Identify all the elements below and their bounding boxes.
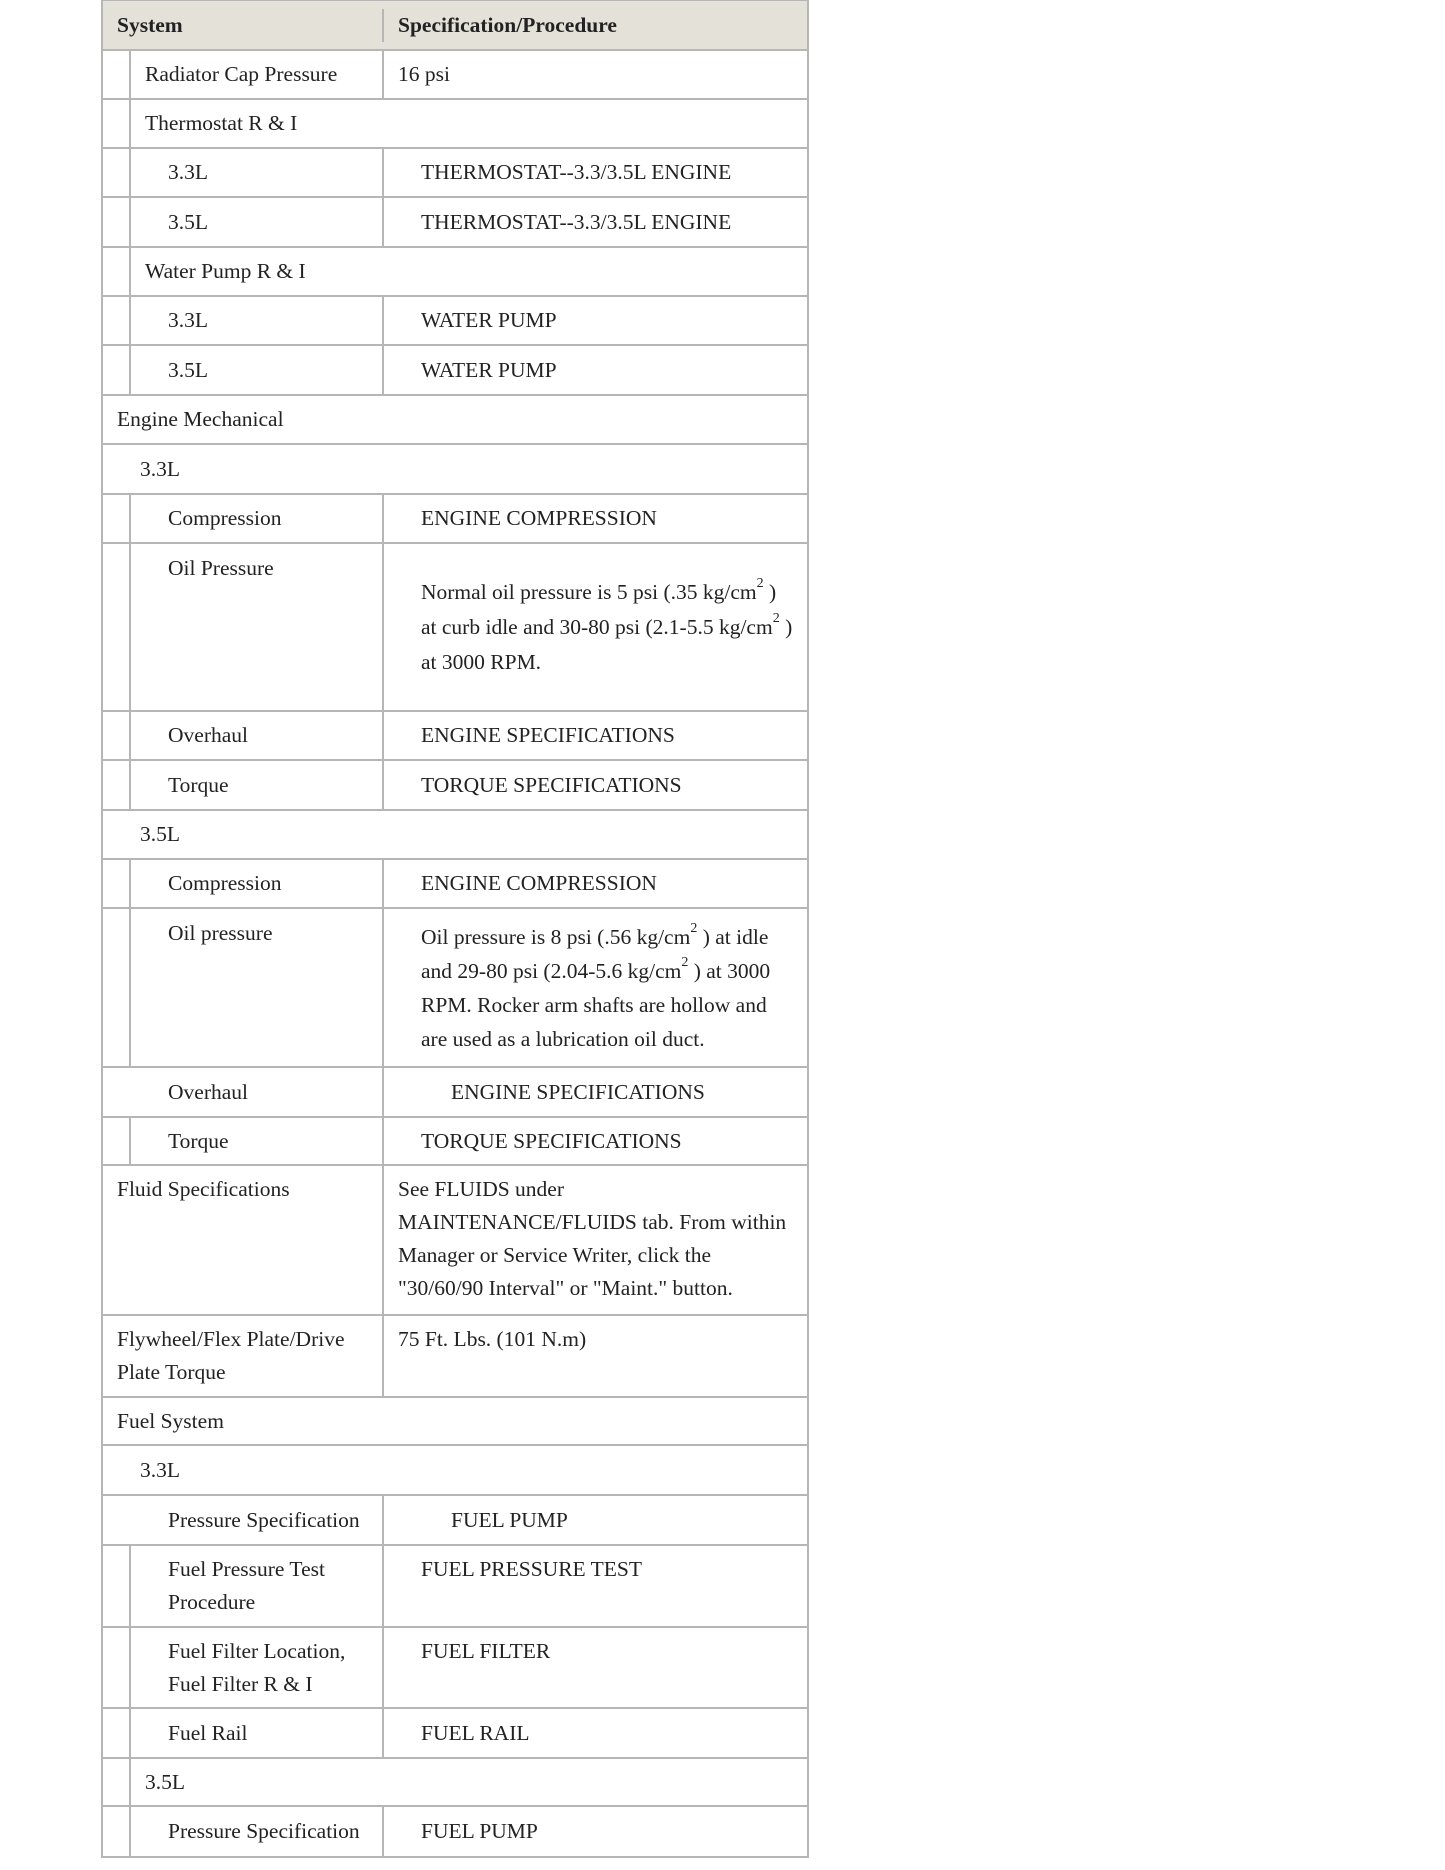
row-value: FUEL FILTER <box>421 1639 551 1663</box>
table-row <box>103 346 807 396</box>
row-label: 3.3L <box>131 149 384 196</box>
row-label: Torque <box>131 761 384 809</box>
table-row <box>103 1709 807 1759</box>
row-label: Overhaul <box>131 712 384 759</box>
table-header <box>103 1 807 51</box>
table-row <box>103 149 807 198</box>
table-row <box>103 297 807 346</box>
table-row <box>103 1546 807 1628</box>
row-label: 3.5L <box>131 198 384 246</box>
row-label: Compression <box>131 495 384 542</box>
row-label: Overhaul <box>131 1068 384 1116</box>
table-row <box>103 712 807 761</box>
table-row <box>103 248 807 297</box>
row-label: Fuel Rail <box>131 1709 384 1757</box>
section-label: Engine Mechanical <box>117 407 284 431</box>
table-row <box>103 396 807 445</box>
table-row <box>103 544 807 712</box>
table-row <box>103 761 807 811</box>
table-row <box>103 1496 807 1546</box>
specification-table <box>101 0 809 1858</box>
row-value: ENGINE COMPRESSION <box>421 871 657 895</box>
row-value: See FLUIDS under MAINTENANCE/FLUIDS tab. From within Manager or Service Writer, click the "30/60/90 Interval" or "Maint." button. <box>398 1177 787 1300</box>
row-value: ENGINE SPECIFICATIONS <box>451 1079 705 1104</box>
table-row <box>103 909 807 1068</box>
table-row <box>103 100 807 149</box>
row-label: Flywheel/Flex Plate/Drive Plate Torque <box>103 1316 384 1396</box>
row-value: WATER PUMP <box>421 357 557 382</box>
table-row <box>103 1807 807 1856</box>
row-value: FUEL RAIL <box>421 1720 530 1745</box>
row-label: Pressure Specification <box>131 1496 384 1544</box>
header-specification: Specification/Procedure <box>398 12 617 37</box>
row-label: Compression <box>131 860 384 907</box>
row-value: THERMOSTAT--3.3/3.5L ENGINE <box>421 160 732 184</box>
table-row <box>103 51 807 100</box>
row-group-label: Water Pump R & I <box>145 259 306 283</box>
row-value: TORQUE SPECIFICATIONS <box>421 772 682 797</box>
subsection-label: 3.5L <box>145 1769 186 1794</box>
row-label: Oil Pressure <box>131 544 384 710</box>
table-row <box>103 1759 807 1807</box>
table-row <box>103 445 807 495</box>
row-value: Normal oil pressure is 5 psi (.35 $kg/cm^2$ ) at curb idle and 30-80 psi (2.1-5.5 $kg/cm^2$ ) at 3000 RPM. <box>421 576 793 674</box>
table-row <box>103 1446 807 1496</box>
row-label: 3.5L <box>131 346 384 394</box>
row-value: FUEL PRESSURE TEST <box>421 1557 643 1581</box>
row-value: FUEL PUMP <box>421 1819 538 1843</box>
subsection-label: 3.3L <box>140 456 181 481</box>
row-group-label: Thermostat R & I <box>145 111 298 135</box>
row-label: Fuel Pressure Test Procedure <box>131 1546 384 1626</box>
row-value: ENGINE COMPRESSION <box>421 506 657 530</box>
table-row <box>103 1068 807 1118</box>
section-label: Fuel System <box>117 1408 224 1433</box>
header-system: System <box>103 9 384 42</box>
row-value: THERMOSTAT--3.3/3.5L ENGINE <box>421 209 732 234</box>
row-value: ENGINE SPECIFICATIONS <box>421 723 675 747</box>
row-value: 75 Ft. Lbs. (101 N.m) <box>398 1327 587 1351</box>
table-row <box>103 198 807 248</box>
row-value: Oil pressure is 8 psi (.56 $kg/cm^2$ ) at idle and 29-80 psi (2.04-5.6 $kg/cm^2$ ) at 3000 RPM. Rocker arm shafts are hollow and are used as a lubrication oil duct. <box>421 921 771 1051</box>
row-value: FUEL PUMP <box>451 1507 568 1532</box>
row-label: Oil pressure <box>131 909 384 1066</box>
table-row <box>103 1398 807 1446</box>
row-value: TORQUE SPECIFICATIONS <box>421 1128 682 1153</box>
subsection-label: 3.3L <box>140 1457 181 1482</box>
row-value: WATER PUMP <box>421 308 557 332</box>
table-row <box>103 1316 807 1398</box>
row-value: 16 psi <box>398 62 450 86</box>
row-label: Fuel Filter Location, Fuel Filter R & I <box>131 1628 384 1707</box>
table-row <box>103 1166 807 1316</box>
subsection-label: 3.5L <box>140 822 181 846</box>
row-label: Fluid Specifications <box>103 1166 384 1314</box>
table-row <box>103 495 807 544</box>
row-label: Pressure Specification <box>131 1807 384 1856</box>
row-label: Torque <box>131 1118 384 1164</box>
table-row <box>103 860 807 909</box>
row-label: 3.3L <box>131 297 384 344</box>
table-row <box>103 1118 807 1166</box>
row-label: Radiator Cap Pressure <box>131 51 384 98</box>
table-row <box>103 811 807 860</box>
table-row <box>103 1628 807 1709</box>
